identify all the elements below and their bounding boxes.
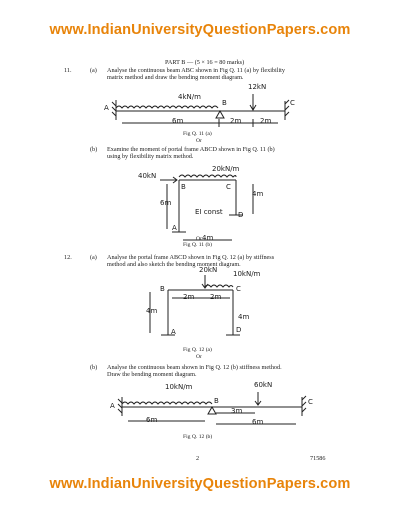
fig11b-left-height: 6m bbox=[160, 199, 172, 207]
fig12a-udl: 10kN/m bbox=[233, 270, 261, 278]
fig11a-node-b: B bbox=[222, 99, 227, 107]
q11-number: 11. bbox=[64, 67, 72, 74]
fig11b-right-height: 4m bbox=[252, 190, 264, 198]
fig12b-span1: 6m bbox=[146, 416, 158, 424]
fig12a-node-a: A bbox=[171, 328, 176, 336]
fig12a-seg1: 2m bbox=[183, 293, 195, 301]
or-11b: Or bbox=[196, 236, 202, 242]
fig12b-node-a: A bbox=[110, 402, 115, 410]
fig11b-caption: Fig Q. 11 (b) bbox=[183, 242, 213, 248]
watermark-top: www.IndianUniversityQuestionPapers.com bbox=[49, 22, 351, 38]
q12b-text-line1: Analyse the continuous beam shown in Fig Q. 12 (b) stiffness method. bbox=[107, 364, 282, 371]
fig12a-seg2: 2m bbox=[210, 293, 222, 301]
fig12a-left-height: 4m bbox=[146, 307, 158, 315]
q12a-text-line2: method and also sketch the bending moment diagram. bbox=[107, 261, 241, 268]
fig11a-span2a: 2m bbox=[230, 117, 242, 125]
fig11b-node-d: D bbox=[238, 211, 244, 219]
q11a-text-line2: matrix method and draw the bending moment diagram. bbox=[107, 74, 244, 81]
part-header: PART B — (5 × 16 = 80 marks) bbox=[165, 59, 245, 66]
fig12a-node-b: B bbox=[160, 285, 165, 293]
fig12b-caption: Fig Q. 12 (b) bbox=[183, 434, 213, 440]
fig11b-udl-label: 20kN/m bbox=[212, 165, 240, 173]
fig12a-caption: Fig Q. 12 (a) bbox=[183, 347, 212, 353]
fig12b-point-load: 60kN bbox=[254, 381, 273, 389]
fig11a-point-load-label: 12kN bbox=[248, 83, 267, 91]
fig12a-right-height: 4m bbox=[238, 313, 250, 321]
fig12a-node-c: C bbox=[236, 285, 241, 293]
fig11a-node-c: C bbox=[290, 99, 295, 107]
fig12b-seg: 3m bbox=[231, 407, 243, 415]
fig11b-ei-const: EI const bbox=[195, 208, 223, 216]
fig11a-span1: 6m bbox=[172, 117, 184, 125]
fig12a-node-d: D bbox=[236, 326, 242, 334]
q11b-label: (b) bbox=[90, 146, 98, 153]
fig12b-node-c: C bbox=[308, 398, 313, 406]
page-number: 2 bbox=[196, 455, 200, 462]
fig12b-span2: 6m bbox=[252, 418, 264, 426]
paper-code: 71586 bbox=[310, 455, 326, 462]
or-11: Or bbox=[196, 138, 202, 144]
q11a-label: (a) bbox=[90, 67, 97, 74]
q12b-label: (b) bbox=[90, 364, 98, 371]
fig12b-node-b: B bbox=[214, 397, 219, 405]
fig12a-point-load: 20kN bbox=[199, 266, 218, 274]
q11b-text-line1: Examine the moment of portal frame ABCD shown in Fig Q. 11 (b) bbox=[107, 146, 275, 153]
q12a-text-line1: Analyse the portal frame ABCD shown in Fig Q. 12 (a) by stiffness bbox=[107, 254, 275, 261]
fig11b-node-b: B bbox=[181, 183, 186, 191]
q12a-label: (a) bbox=[90, 254, 97, 261]
fig11b-node-c: C bbox=[226, 183, 231, 191]
q12b-text-line2: Draw the bending moment diagram. bbox=[107, 371, 197, 378]
watermark-bottom: www.IndianUniversityQuestionPapers.com bbox=[49, 476, 351, 492]
fig11a-span2b: 2m bbox=[260, 117, 272, 125]
fig11a-caption: Fig Q. 11 (a) bbox=[183, 131, 212, 137]
or-12: Or bbox=[196, 354, 202, 360]
q11b-text-line2: using by flexibility matrix method. bbox=[107, 153, 194, 160]
q12-number: 12. bbox=[64, 254, 72, 261]
fig11b-horizontal-load: 40kN bbox=[138, 172, 157, 180]
fig11a-udl-label: 4kN/m bbox=[178, 93, 201, 101]
fig11a-node-a: A bbox=[104, 104, 109, 112]
fig11b-width: 4m bbox=[202, 234, 214, 242]
fig12b-udl: 10kN/m bbox=[165, 383, 193, 391]
fig11b-node-a: A bbox=[172, 224, 177, 232]
q11a-text-line1: Analyse the continuous beam ABC shown in Fig Q. 11 (a) by flexibility bbox=[107, 67, 285, 74]
